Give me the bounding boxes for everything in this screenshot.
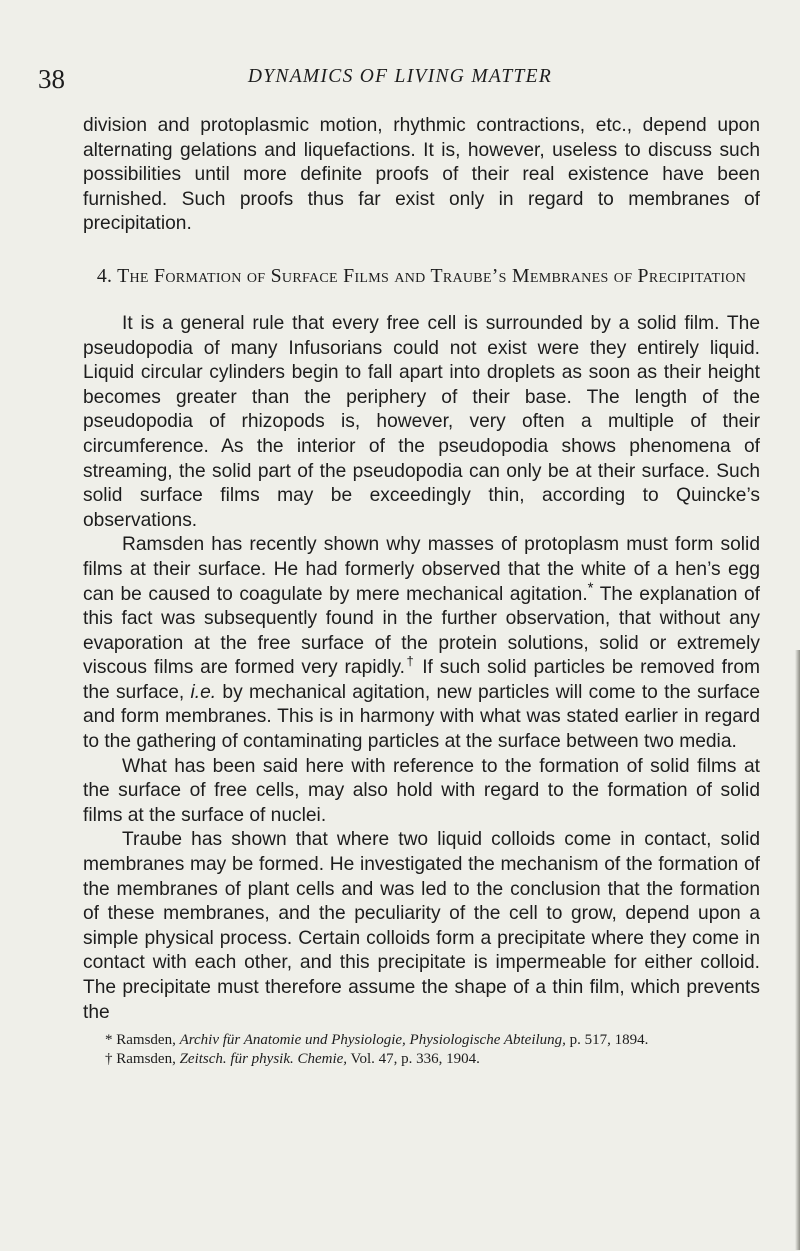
footnote-2: † Ramsden, Zeitsch. für physik. Chemie, Vol. 47, p. 336, 1904. bbox=[105, 1051, 480, 1068]
section-heading-text: 4. The Formation of Surface Films and Traube’s Membranes of Precipitation bbox=[96, 264, 747, 287]
footnote-ref-1[interactable]: * bbox=[587, 579, 594, 597]
page-edge-shadow bbox=[795, 650, 800, 1250]
paragraph-nuclei: What has been said here with reference to the formation of solid films at the surface of free cells, may also hold with regard to the formation of solid films at the surface of nuclei. bbox=[83, 755, 760, 826]
page-number: 38 bbox=[38, 64, 65, 94]
footnote-1: * Ramsden, Archiv für Anatomie und Physiologie, Physiologische Abteilung, p. 517, 1894. bbox=[105, 1032, 649, 1049]
paragraph-intro: division and protoplasmic motion, rhythmic contractions, etc., depend upon alternating gelations and liquefactions. It is, however, useless to discuss such possibilities until more definite proofs of their real existence have been furnished. Such proofs thus far exist only in regard to membranes of precipitation. bbox=[83, 115, 760, 235]
footnotes bbox=[83, 1031, 760, 1069]
paragraph-surface-films: It is a general rule that every free cell is surrounded by a solid film. The pseudopodia of many Infusorians could not exist were they entirely liquid. Liquid circular cylinders begin to fall apart into droplets as soon as their height becomes greater than the periphery of their base. The length of the pseudopodia of rhizopods is, however, very often a multiple of their circumference. As the interior of the pseudopodia shows phenomena of streaming, the solid part of the pseudopodia can only be at their surface. Such solid surface films may be exceedingly thin, according to Quincke’s observations. bbox=[83, 312, 760, 531]
page-body bbox=[83, 114, 760, 1069]
page-header bbox=[38, 64, 762, 94]
footnote-ref-2[interactable]: † bbox=[404, 653, 416, 669]
section-heading bbox=[83, 264, 760, 289]
paragraph-traube: Traube has shown that where two liquid colloids come in contact, solid membranes may be formed. He investigated the mechanism of the formation of the membranes of plant cells and was led to the conclusion that the formation of these membranes, and the peculiarity of the cell to grow, depend upon a simple physical process. Certain colloids form a precipitate where they come in contact with each other, and this precipitate is impermeable for either colloid. The precipitate must therefore assume the shape of a thin film, which prevents the bbox=[83, 829, 760, 1023]
running-title: DYNAMICS OF LIVING MATTER bbox=[247, 66, 553, 87]
paragraph-ramsden: Ramsden has recently shown why masses of protoplasm must form solid films at their surface. He had formerly observed that the white of a hen’s egg can be caused to coagulate by mere mechanical agitation.* The explanation of this fact was subsequently found in the further observation, that without any evaporation at the free surface of the protein solutions, solid or extremely viscous films are formed very rapidly.† If such solid particles be removed from the surface, i.e. by mechanical agitation, new particles will come to the surface and form membranes. This is in harmony with what was stated earlier in regard to the gathering of contaminating particles at the surface between two media. bbox=[83, 534, 761, 753]
